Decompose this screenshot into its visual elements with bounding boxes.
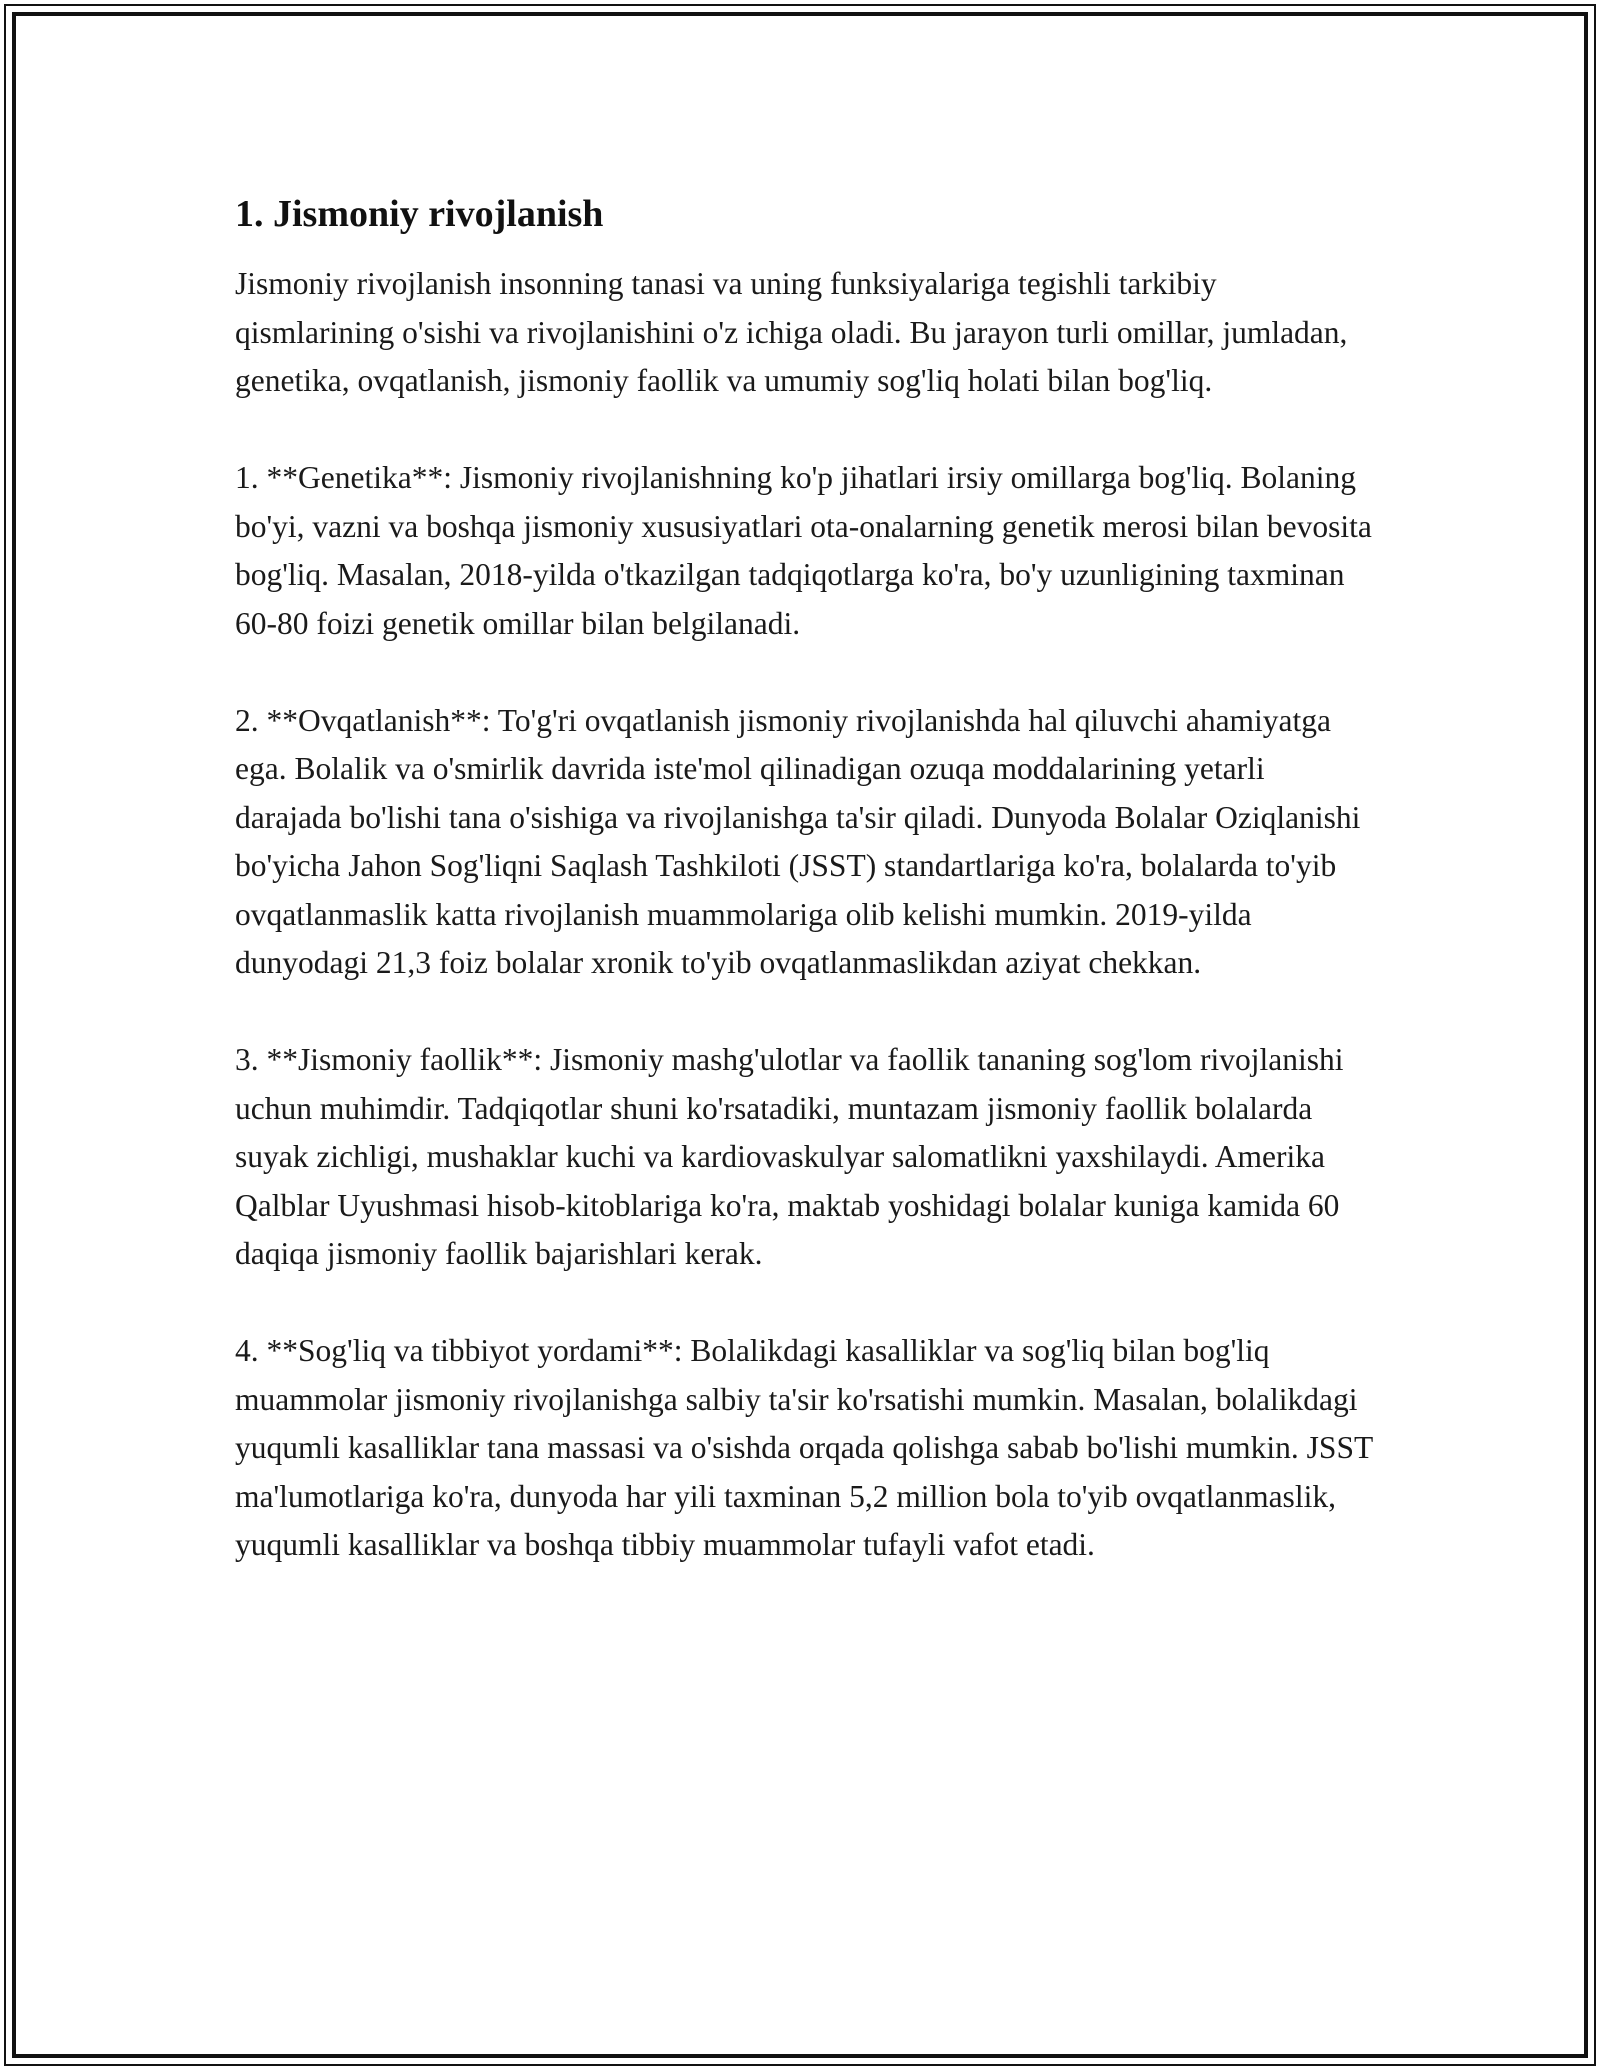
intro-paragraph: Jismoniy rivojlanish insonning tanasi va uning funksiyalariga tegishli tarkibiy qismlarining o'sishi va rivojlanishini o'z ichiga oladi. Bu jarayon turli omillar, jumladan, genetika, ovqatlanish, jismoniy faollik va umumiy sog'liq holati bilan bog'liq.: [235, 266, 1348, 398]
nutrition-paragraph: 2. **Ovqatlanish**: To'g'ri ovqatlanish jismoniy rivojlanishda hal qiluvchi ahamiyatga ega. Bolalik va o'smirlik davrida iste'mol qilinadigan ozuqa moddalarining yetarli darajada bo'lishi tana o'sishiga va rivojlanishga ta'sir qiladi. Dunyoda Bolalar Oziqlanishi bo'yicha Jahon Sog'liqni Saqlash Tashkiloti (JSST) standartlariga ko'ra, bolalarda to'yib ovqatlanmaslik katta rivojlanish muammolariga olib kelishi mumkin. 2019-yilda dunyodagi 21,3 foiz bolalar xronik to'yib ovqatlanmaslikdan aziyat chekkan.: [235, 702, 1361, 980]
section-heading: 1. Jismoniy rivojlanish: [235, 193, 604, 235]
document-body: [235, 188, 1375, 1618]
health-care-paragraph: 4. **Sog'liq va tibbiyot yordami**: Bolalikdagi kasalliklar va sog'liq bilan bog'liq muammolar jismoniy rivojlanishga salbiy ta'sir ko'rsatishi mumkin. Masalan, bolalikdagi yuqumli kasalliklar tana massasi va o'sishda orqada qolishga sabab bo'lishi mumkin. JSST ma'lumotlariga ko'ra, dunyoda har yili taxminan 5,2 million bola to'yib ovqatlanmaslik, yuqumli kasalliklar va boshqa tibbiy muammolar tufayli vafot etadi.: [235, 1333, 1373, 1562]
physical-activity-paragraph: 3. **Jismoniy faollik**: Jismoniy mashg'ulotlar va faollik tananing sog'lom rivojlanishi uchun muhimdir. Tadqiqotlar shuni ko'rsatadiki, muntazam jismoniy faollik bolalarda suyak zichligi, mushaklar kuchi va kardiovaskulyar salomatlikni yaxshilaydi. Amerika Qalblar Uyushmasi hisob-kitoblariga ko'ra, maktab yoshidagi bolalar kuniga kamida 60 daqiqa jismoniy faollik bajarishlari kerak.: [235, 1042, 1344, 1271]
genetics-paragraph: 1. **Genetika**: Jismoniy rivojlanishning ko'p jihatlari irsiy omillarga bog'liq. Bolaning bo'yi, vazni va boshqa jismoniy xususiyatlari ota-onalarning genetik merosi bilan bevosita bog'liq. Masalan, 2018-yilda o'tkazilgan tadqiqotlarga ko'ra, bo'y uzunligining taxminan 60-80 foizi genetik omillar bilan belgilanadi.: [235, 460, 1372, 641]
